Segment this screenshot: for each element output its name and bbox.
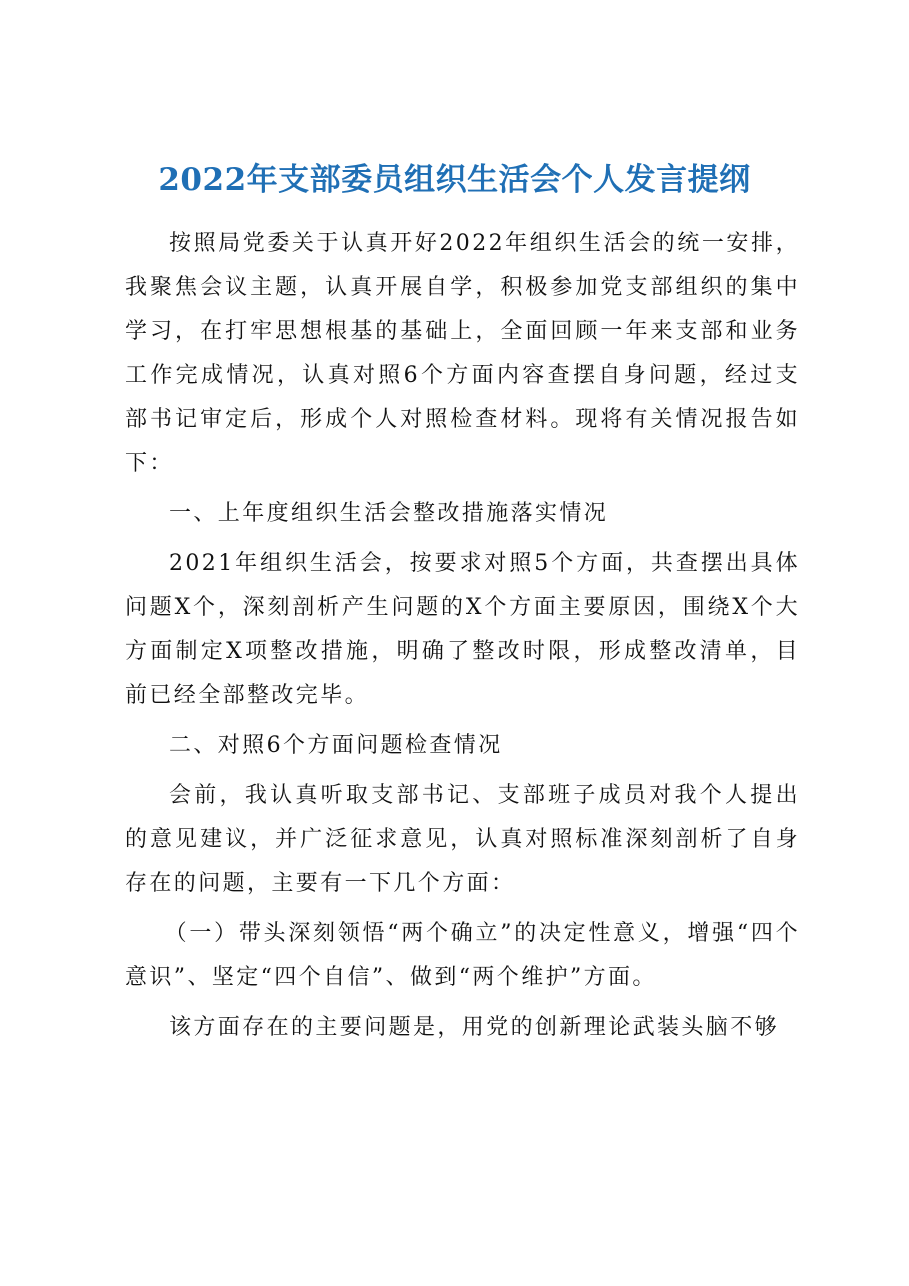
paragraph-section-1: 2021年组织生活会，按要求对照5个方面，共查摆出具体问题X个，深刻剖析产生问题的X个方面主要原因，围绕X个大方面制定X项整改措施，明确了整改时限，形成整改清单，目前已经全部整改完毕。 [125, 551, 800, 708]
paragraph-section-2: 会前，我认真听取支部书记、支部班子成员对我个人提出的意见建议，并广泛征求意见，认真对照标准深刻剖析了自身存在的问题，主要有一下几个方面： [125, 783, 800, 896]
section-heading-2: 二、对照6个方面问题检查情况 [169, 733, 503, 758]
document-body [125, 222, 800, 1056]
section-heading-1: 一、上年度组织生活会整改措施落实情况 [169, 501, 609, 526]
paragraph-subsection-1: 该方面存在的主要问题是，用党的创新理论武装头脑不够 [169, 1015, 780, 1040]
document-title: 2022年支部委员组织生活会个人发言提纲 [158, 162, 751, 198]
paragraph-intro: 按照局党委关于认真开好2022年组织生活会的统一安排，我聚焦会议主题，认真开展自学，积极参加党支部组织的集中学习，在打牢思想根基的基础上，全面回顾一年来支部和业务工作完成情况，认真对照6个方面内容查摆自身问题，经过支部书记审定后，形成个人对照检查材料。现将有关情况报告如下： [125, 231, 800, 476]
subsection-heading-1: （一）带头深刻领悟“两个确立”的决定性意义，增强“四个意识”、坚定“四个自信”、做到“两个维护”方面。 [125, 921, 800, 990]
